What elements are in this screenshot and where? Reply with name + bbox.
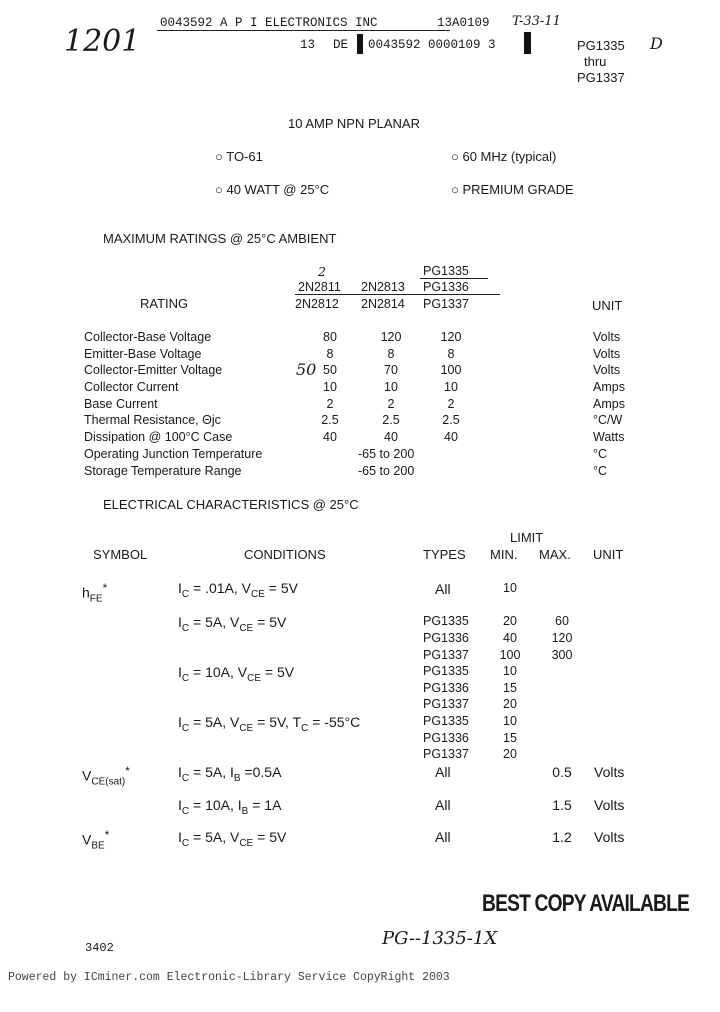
rating-name: Collector-Base Voltage (84, 330, 212, 344)
type-cell: All (435, 829, 451, 845)
doc-title: 10 AMP NPN PLANAR (288, 116, 420, 131)
max-cell: 1.2 (552, 829, 572, 845)
rating-unit: Volts (593, 330, 621, 344)
col-min: MIN. (490, 547, 518, 562)
rating-value: 2.5 (321, 413, 339, 427)
max-cell: 1.5 (552, 797, 572, 813)
min-cell: 40 (503, 631, 517, 645)
rating-value: 2 (326, 397, 334, 411)
max-cell: 300 (551, 648, 573, 662)
header-black-bar-1 (357, 34, 363, 54)
limit-label: LIMIT (510, 530, 544, 545)
condition: $I_C = 10A$, $I_B = 1A$ (178, 797, 282, 817)
handwritten-number: 1201 (64, 24, 141, 59)
rating-value: 100 (440, 363, 462, 377)
rating-name: Operating Junction Temperature (84, 447, 263, 461)
type-cell: All (435, 797, 451, 813)
type-cell: PG1337 (423, 747, 469, 761)
max-cell: 120 (551, 631, 573, 645)
col-head-r2-c1: 2N2811 (298, 280, 341, 294)
min-cell: 10 (503, 664, 517, 678)
rating-value: 2.5 (382, 413, 400, 427)
min-cell: 15 (503, 681, 517, 695)
rating-value: 10 (323, 380, 337, 394)
rating-value: 80 (323, 330, 337, 344)
rating-value: 50 (323, 363, 337, 377)
part-thru: thru (584, 54, 607, 69)
rating-value: 40 (384, 430, 398, 444)
max-cell: 0.5 (552, 764, 572, 780)
min-cell: 10 (503, 714, 517, 728)
rating-label: RATING (140, 296, 189, 311)
col-head-r3-c2: 2N2814 (361, 297, 405, 311)
rating-value: 8 (447, 347, 455, 361)
corner-mark: D (650, 34, 663, 53)
header-line2-b: DE (333, 38, 349, 52)
rating-value: 40 (323, 430, 337, 444)
condition: $I_C = .01A$, $V_{CE} = 5V$ (178, 580, 298, 600)
rating-value: 2 (387, 397, 395, 411)
rating-name: Thermal Resistance, Θjc (84, 413, 221, 427)
header-rule (157, 30, 450, 31)
rating-name: Dissipation @ 100°C Case (84, 430, 233, 444)
unit-cell: Volts (594, 764, 625, 780)
condition: $I_C = 5A$, $V_{CE} = 5V$, $T_C = -55^\circ C$ (178, 714, 361, 734)
symbol-vcesat: $V_{CE(sat)}^*$ (82, 765, 130, 788)
unit-label: UNIT (592, 298, 623, 313)
feature-3: ○ 40 WATT @ 25°C (215, 182, 330, 197)
rating-unit: Amps (593, 380, 625, 394)
rating-value: 120 (380, 330, 402, 344)
hand-50: 50 (296, 360, 317, 379)
unit-cell: Volts (594, 797, 625, 813)
rating-value: 2 (447, 397, 455, 411)
electrical-heading: ELECTRICAL CHARACTERISTICS @ 25°C (103, 497, 359, 512)
rating-unit: Watts (593, 430, 625, 444)
type-cell: PG1335 (423, 714, 469, 728)
feature-1: ○ TO-61 (215, 149, 263, 164)
min-cell: 20 (503, 614, 517, 628)
col-head-rule-1 (420, 278, 488, 279)
rating-value: 10 (384, 380, 398, 394)
header-line2-c: 0043592 0000109 3 (368, 38, 496, 52)
condition: $I_C = 5A$, $I_B =0.5A$ (178, 764, 282, 784)
rating-value: 2.5 (442, 413, 460, 427)
hand-bottom: PG--1335-1X (382, 928, 498, 949)
col-head-r3-c1: 2N2812 (295, 297, 339, 311)
header-black-bar-2 (524, 32, 531, 54)
col-max: MAX. (539, 547, 571, 562)
rating-value: 8 (326, 347, 334, 361)
max-cell: 60 (555, 614, 569, 628)
type-cell: PG1336 (423, 681, 469, 695)
header-code: 13A0109 (437, 16, 490, 30)
page-code: 3402 (85, 941, 114, 955)
type-cell: PG1337 (423, 648, 469, 662)
rating-value: 40 (444, 430, 458, 444)
condition: $I_C = 5A$, $V_{CE} = 5V$ (178, 829, 287, 849)
feature-2: ○ 60 MHz (typical) (451, 149, 557, 164)
rating-unit: Amps (593, 397, 625, 411)
rating-name: Collector-Emitter Voltage (84, 363, 223, 377)
type-cell: PG1336 (423, 731, 469, 745)
feature-4: ○ PREMIUM GRADE (451, 182, 574, 197)
col-unit: UNIT (593, 547, 624, 562)
type-cell: All (435, 764, 451, 780)
rating-value: 8 (387, 347, 395, 361)
condition: $I_C = 5A$, $V_{CE} = 5V$ (178, 614, 287, 634)
min-cell: 100 (499, 648, 521, 662)
hand-note: 2 (318, 264, 326, 279)
rating-range: -65 to 200 (358, 447, 415, 461)
min-cell: 20 (503, 747, 517, 761)
col-types: TYPES (423, 547, 466, 562)
col-head-r3-c3: PG1337 (423, 297, 469, 311)
col-head-rule-2 (295, 294, 500, 295)
type-cell: PG1335 (423, 614, 469, 628)
col-head-r1-c3: PG1335 (423, 264, 469, 278)
type-cell: PG1335 (423, 664, 469, 678)
unit-cell: Volts (594, 829, 625, 845)
min-cell: 20 (503, 697, 517, 711)
rating-name: Storage Temperature Range (84, 464, 242, 478)
header-company-line: 0043592 A P I ELECTRONICS INC (160, 16, 378, 30)
rating-unit: °C (593, 447, 608, 461)
rating-unit: °C (593, 464, 608, 478)
rating-name: Emitter-Base Voltage (84, 347, 202, 361)
min-cell: 15 (503, 731, 517, 745)
min-cell: 10 (503, 581, 517, 595)
symbol-vbe: $V_{BE}^*$ (82, 829, 110, 852)
rating-value: 120 (440, 330, 462, 344)
symbol-hfe: $h_{FE}^*$ (82, 582, 108, 605)
rating-range: -65 to 200 (358, 464, 415, 478)
best-copy-stamp: BEST COPY AVAILABLE (482, 890, 690, 917)
type-cell: All (435, 581, 451, 597)
part-from: PG1335 (577, 38, 625, 53)
rating-unit: °C/W (593, 413, 623, 427)
type-cell: PG1337 (423, 697, 469, 711)
rating-unit: Volts (593, 347, 621, 361)
rating-name: Collector Current (84, 380, 179, 394)
max-ratings-heading: MAXIMUM RATINGS @ 25°C AMBIENT (103, 231, 337, 246)
col-head-r2-c2: 2N2813 (361, 280, 405, 294)
condition: $I_C = 10A$, $V_{CE} = 5V$ (178, 664, 295, 684)
footer: Powered by ICminer.com Electronic-Library Service CopyRight 2003 (8, 971, 450, 984)
col-symbol: SYMBOL (93, 547, 148, 562)
rating-name: Base Current (84, 397, 158, 411)
col-head-r2-c3: PG1336 (423, 280, 469, 294)
col-conditions: CONDITIONS (244, 547, 326, 562)
rating-value: 70 (384, 363, 398, 377)
rating-unit: Volts (593, 363, 621, 377)
rating-value: 10 (444, 380, 458, 394)
type-cell: PG1336 (423, 631, 469, 645)
part-to: PG1337 (577, 70, 625, 85)
header-line2-a: 13 (300, 38, 316, 52)
header-hand-ref: T-33-11 (512, 14, 561, 29)
